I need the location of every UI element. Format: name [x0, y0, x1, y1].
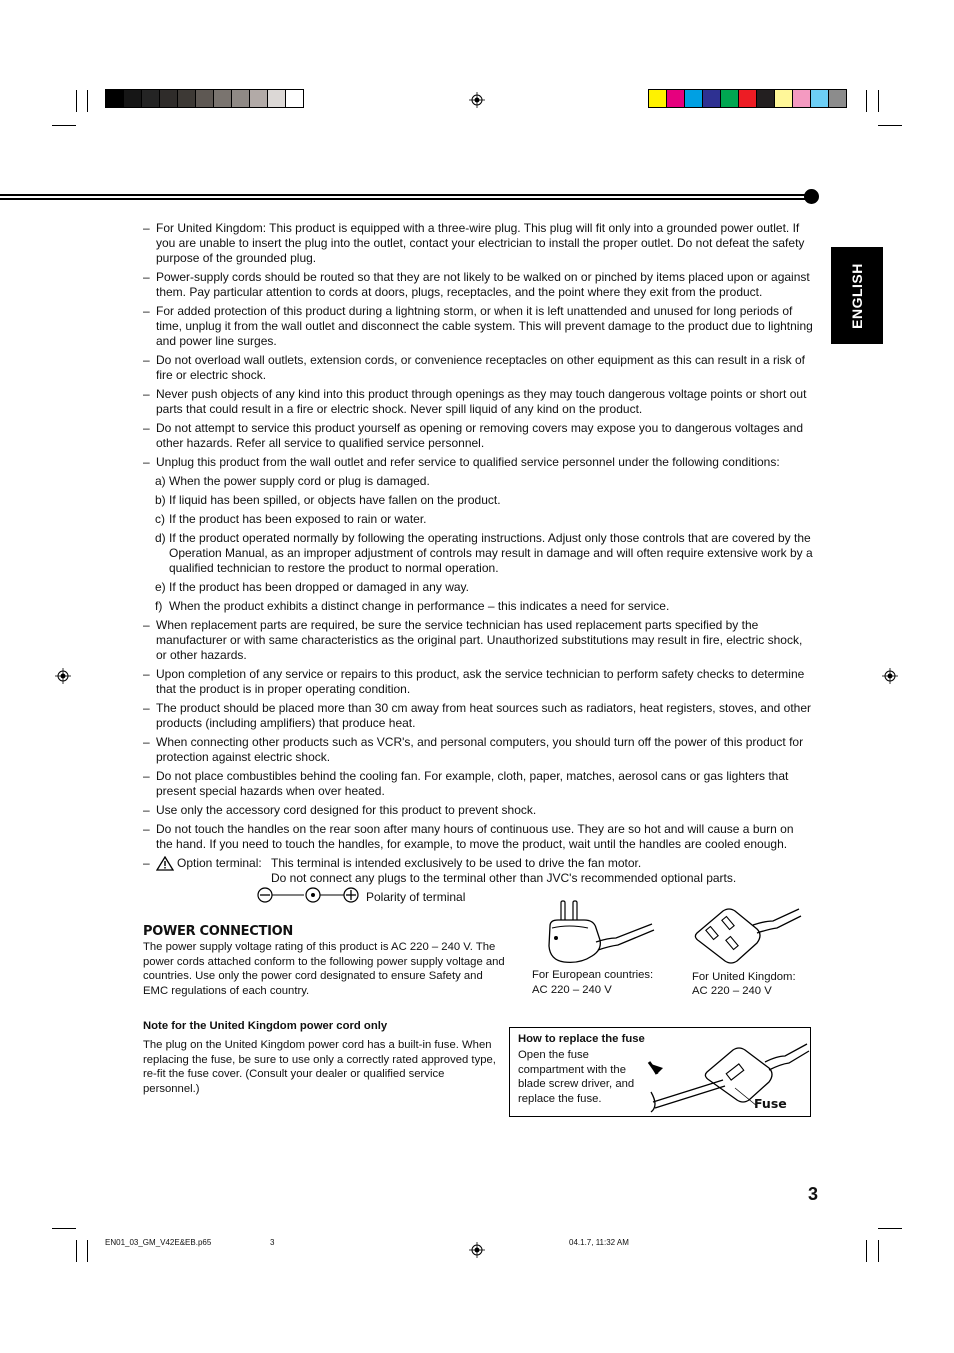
list-item-text: Use only the accessory cord designed for this product to prevent shock.	[156, 803, 537, 817]
grey-swatch	[286, 90, 303, 107]
condition-item	[143, 512, 813, 527]
option-terminal-item	[143, 856, 813, 908]
list-dash: –	[143, 667, 150, 681]
grey-swatch	[214, 90, 232, 107]
list-item	[143, 667, 813, 697]
registration-mark-icon	[882, 668, 898, 684]
option-terminal-label: Option terminal:	[177, 856, 262, 870]
grey-swatch	[142, 90, 160, 107]
list-item-text: For United Kingdom: This product is equipped with a three-wire plug. This plug will fit only into a grounded power outlet. If you are unable to insert the plug into the outlet, contact your electrician to install the proper outlet. Do not defeat the safety purpose of the grounded plug.	[156, 221, 805, 265]
grey-swatch	[196, 90, 214, 107]
list-item-text: Do not touch the handles on the rear soon after many hours of continuous use. They are so hot and will cause a burn on the hand. If you need to touch the handles, for example, to move the product, wait until the handles are cooled enough.	[156, 822, 794, 851]
european-plug-icon	[544, 898, 656, 968]
registration-mark-icon	[55, 668, 71, 684]
condition-item	[143, 493, 813, 508]
list-dash: –	[143, 304, 150, 318]
footer-page: 3	[270, 1238, 275, 1247]
condition-text: If the product has been exposed to rain or water.	[169, 512, 427, 526]
condition-item	[143, 580, 813, 595]
grey-swatch	[124, 90, 142, 107]
language-tab	[831, 247, 883, 344]
option-terminal-text-2: Do not connect any plugs to the terminal other than JVC's recommended optional parts.	[271, 871, 737, 885]
uk-note-title: Note for the United Kingdom power cord only	[143, 1020, 388, 1032]
list-item-text: Do not place combustibles behind the cooling fan. For example, cloth, paper, matches, aerosol cans or gas lighters that present special hazards when over heated.	[156, 769, 789, 798]
color-swatch	[775, 90, 793, 107]
condition-label: e)	[155, 580, 166, 594]
color-swatch	[649, 90, 667, 107]
grey-swatch	[160, 90, 178, 107]
color-swatch	[739, 90, 757, 107]
uk-note-body: The plug on the United Kingdom power cord has a built-in fuse. When replacing the fuse, be sure to use only a correctly rated approved type, re-fit the fuse cover. (Consult your dealer or qualified service personnel.)	[143, 1039, 496, 1095]
process-color-bar	[648, 89, 847, 108]
list-item	[143, 735, 813, 765]
footer-date: 04.1.7, 11:32 AM	[569, 1238, 629, 1247]
list-dash: –	[143, 856, 150, 870]
grey-swatch	[178, 90, 196, 107]
condition-text: When the product exhibits a distinct change in performance – this indicates a need for service.	[169, 599, 670, 613]
registration-mark-icon	[469, 92, 485, 108]
list-dash: –	[143, 822, 150, 836]
list-dash: –	[143, 387, 150, 401]
eu-plug-caption-2: AC 220 – 240 V	[532, 984, 612, 996]
list-item-text: For added protection of this product during a lightning storm, or when it is left unattended and unused for long periods of time, unplug it from the wall outlet and disconnect the cable system. This will prevent damage to the product due to lightning and power line surges.	[156, 304, 813, 348]
condition-item	[143, 474, 813, 489]
list-item	[143, 304, 813, 349]
list-item-text: The product should be placed more than 30 cm away from heat sources such as radiators, heat registers, stoves, and other products (including amplifiers) that produce heat.	[156, 701, 812, 730]
list-item	[143, 387, 813, 417]
uk-plug-icon	[693, 903, 803, 968]
fuse-label: Fuse	[754, 1096, 787, 1111]
list-dash: –	[143, 353, 150, 367]
condition-label: b)	[155, 493, 166, 507]
list-item	[143, 618, 813, 663]
list-item	[143, 822, 813, 852]
list-item-text: Never push objects of any kind into this product through openings as they may touch dangerous voltage points or short out parts that could result in a fire or electric shock. Never spill liquid of any kind on the product.	[156, 387, 807, 416]
condition-label: c)	[155, 512, 165, 526]
condition-item	[143, 531, 813, 576]
condition-text: If liquid has been spilled, or objects have fallen on the product.	[169, 493, 501, 507]
registration-mark-icon	[469, 1242, 485, 1258]
list-dash: –	[143, 455, 150, 469]
color-swatch	[757, 90, 775, 107]
list-item	[143, 270, 813, 300]
polarity-text: Polarity of terminal	[366, 890, 466, 904]
power-connection-body: The power supply voltage rating of this product is AC 220 – 240 V. The power cords attached conform to the following power supply voltage and countries. Use only the power cord designated to ensure Safety and EMC regulations of each country.	[143, 941, 505, 997]
list-dash: –	[143, 803, 150, 817]
color-swatch	[829, 90, 846, 107]
condition-text: When the power supply cord or plug is damaged.	[169, 474, 430, 488]
condition-label: f)	[155, 599, 163, 613]
power-connection-title: POWER CONNECTION	[143, 924, 293, 939]
grey-swatch	[232, 90, 250, 107]
color-swatch	[721, 90, 739, 107]
fuse-replacement-box	[509, 1027, 811, 1117]
language-tab-label: ENGLISH	[849, 262, 865, 329]
polarity-symbol-icon	[256, 886, 361, 904]
uk-plug-caption-2: AC 220 – 240 V	[692, 985, 772, 997]
grey-swatch	[106, 90, 124, 107]
list-item	[143, 421, 813, 451]
condition-label: a)	[155, 474, 166, 488]
safety-instructions-list	[143, 221, 813, 908]
list-item	[143, 455, 813, 470]
fuse-box-body: Open the fuse compartment with the blade screw driver, and replace the fuse.	[518, 1049, 635, 1105]
list-dash: –	[143, 701, 150, 715]
grey-swatch	[268, 90, 286, 107]
color-swatch	[811, 90, 829, 107]
list-dash: –	[143, 735, 150, 749]
color-swatch	[685, 90, 703, 107]
list-dash: –	[143, 618, 150, 632]
option-terminal-text-1: This terminal is intended exclusively to be used to drive the fan motor.	[271, 856, 642, 870]
list-dash: –	[143, 769, 150, 783]
eu-plug-caption-1: For European countries:	[532, 969, 654, 981]
condition-label: d)	[155, 531, 166, 545]
condition-item	[143, 599, 813, 614]
list-item-text: Unplug this product from the wall outlet and refer service to qualified service personnel under the following conditions:	[156, 455, 780, 469]
list-item	[143, 221, 813, 266]
color-swatch	[667, 90, 685, 107]
footer-filename: EN01_03_GM_V42E&EB.p65	[105, 1238, 212, 1247]
page-number: 3	[808, 1184, 819, 1204]
condition-text: If the product has been dropped or damaged in any way.	[169, 580, 469, 594]
list-item-text: Do not overload wall outlets, extension cords, or convenience receptacles on other equipment as this can result in a risk of fire or electric shock.	[156, 353, 806, 382]
condition-text: If the product operated normally by following the operating instructions. Adjust only those controls that are covered by the Operation Manual, as an improper adjustment of controls may result in damage and will often require extensive work by a qualified technician to restore the product to normal operation.	[169, 531, 813, 575]
list-item	[143, 701, 813, 731]
list-item-text: Do not attempt to service this product yourself as opening or removing covers may expose you to dangerous voltages and other hazards. Refer all service to qualified service personnel.	[156, 421, 804, 450]
grey-swatch	[250, 90, 268, 107]
color-swatch	[703, 90, 721, 107]
list-item	[143, 803, 813, 818]
list-item-text: Power-supply cords should be routed so that they are not likely to be walked on or pinched by items placed upon or against them. Pay particular attention to cords at doors, plugs, receptacles, and the point where they exit from the product.	[156, 270, 810, 299]
list-item-text: When connecting other products such as VCR's, and personal computers, you should turn off the power of this product for protection against electric shock.	[156, 735, 804, 764]
list-dash: –	[143, 270, 150, 284]
warning-triangle-icon	[156, 856, 174, 871]
list-item	[143, 353, 813, 383]
color-swatch	[793, 90, 811, 107]
uk-plug-caption-1: For United Kingdom:	[692, 971, 796, 983]
list-item-text: Upon completion of any service or repairs to this product, ask the service technician to perform safety checks to determine that the product is in proper operating condition.	[156, 667, 805, 696]
grey-color-bar	[105, 89, 304, 108]
list-item	[143, 769, 813, 799]
fuse-box-title: How to replace the fuse	[518, 1033, 645, 1045]
list-dash: –	[143, 421, 150, 435]
list-dash: –	[143, 221, 150, 235]
list-item-text: When replacement parts are required, be sure the service technician has used replacement parts specified by the manufacturer or with same characteristics as the original part. Unauthorized substitutions may result in fire, electric shock, or other hazards.	[156, 618, 803, 662]
